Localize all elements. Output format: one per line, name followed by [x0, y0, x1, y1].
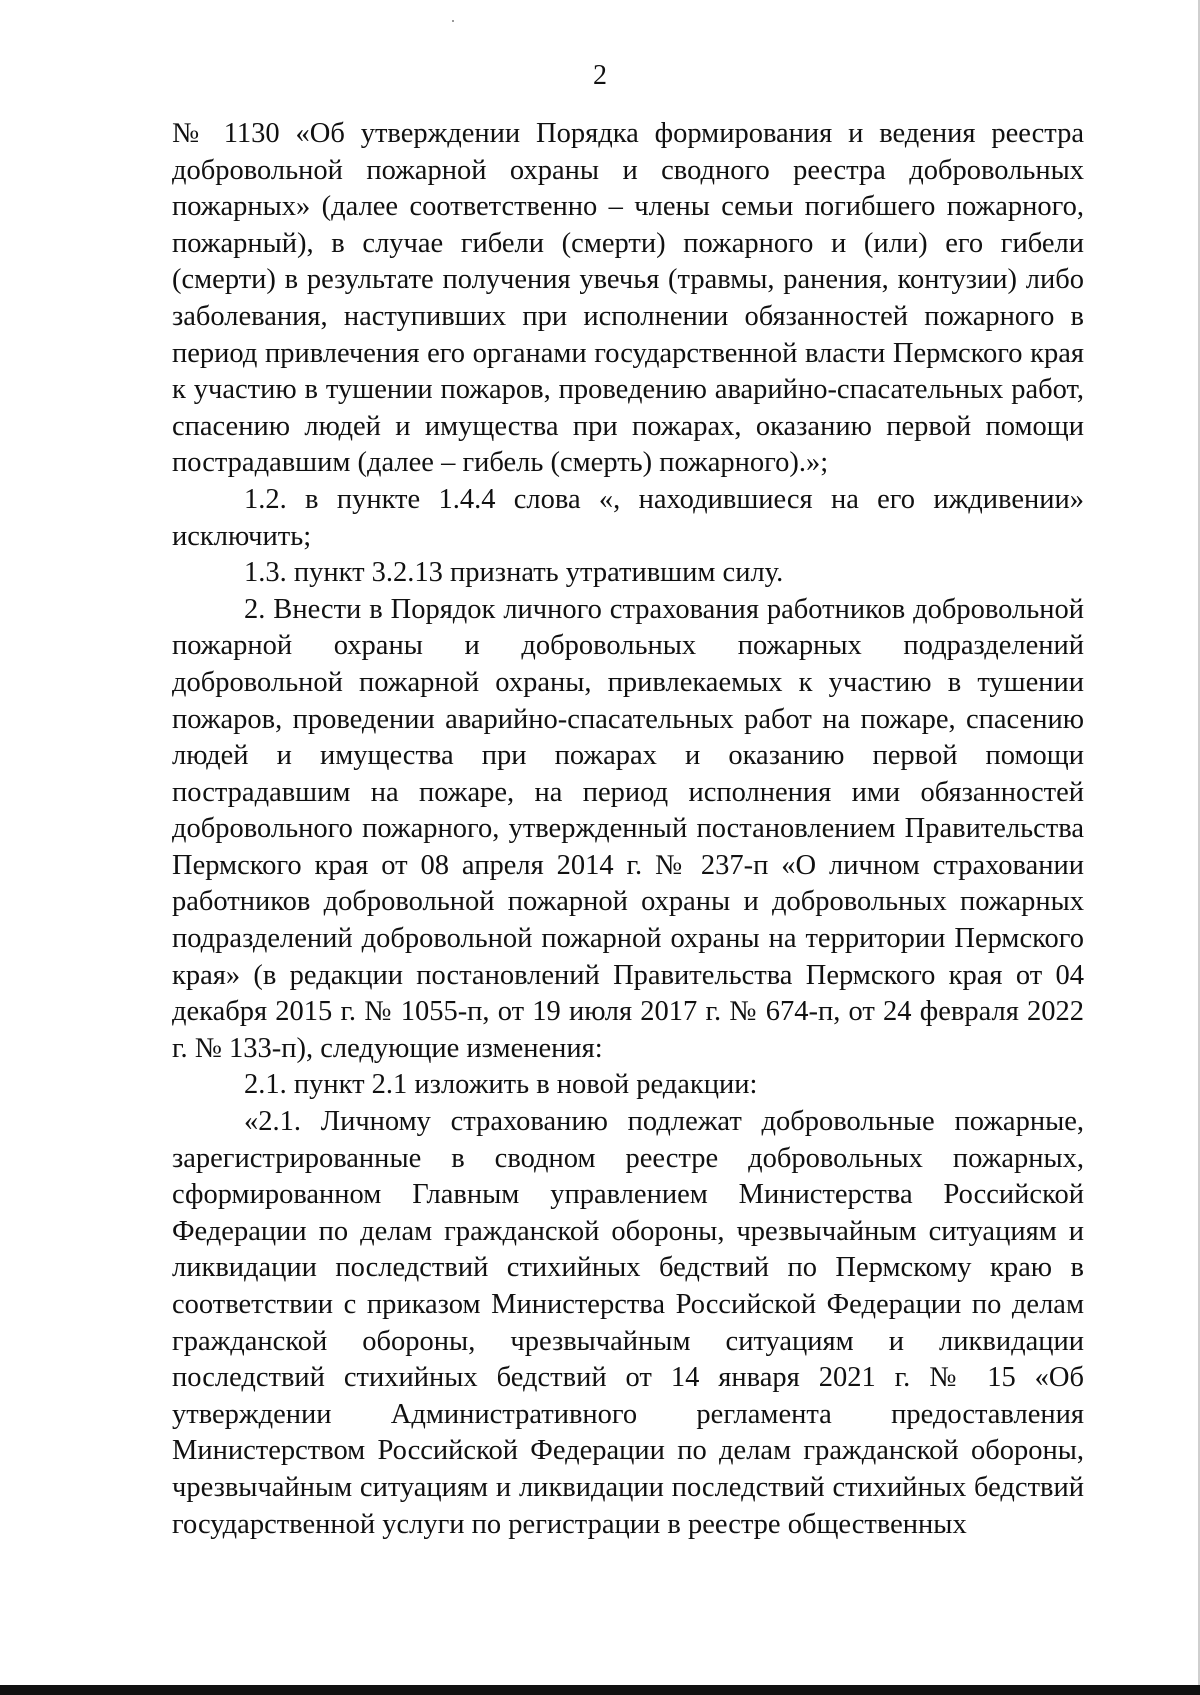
paragraph-quoted-clause-2-1: «2.1. Личному страхованию подлежат добровольные пожарные, зарегистрированные в сводном реестре добровольных пожарных, сформированном Главным управлением Министерства Российской Федерации по делам гражданской обороны, чрезвычайным ситуациям и ликвидации последствий стихийных бедствий по Пермскому краю в соответствии с приказом Министерства Российской Федерации по делам гражданской обороны, чрезвычайным ситуациям и ликвидации последствий стихийных бедствий от 14 января 2021 г. № 15 «Об утверждении Административного регламента предоставления Министерством Российской Федерации по делам гражданской обороны, чрезвычайным ситуациям и ликвидации последствий стихийных бедствий государственной услуги по регистрации в реестре общественных — [172, 1106, 1084, 1540]
paragraph-clause-1-2: 1.2. в пункте 1.4.4 слова «, находившиеся на его иждивении» исключить; — [172, 483, 1084, 552]
scan-edge-bottom — [0, 1685, 1200, 1695]
paragraph-continuation: № 1130 «Об утверждении Порядка формирования и ведения реестра добровольной пожарной охраны и сводного реестра добровольных пожарных» (далее соответственно – члены семьи погибшего пожарного, пожарный), в случае гибели (смерти) пожарного и (или) его гибели (смерти) в результате получения увечья (травмы, ранения, контузии) либо заболевания, наступивших при исполнении обязанностей пожарного в период привлечения его органами государственной власти Пермского края к участию в тушении пожаров, проведению аварийно-спасательных работ, спасению людей и имущества при пожарах, оказанию первой помощи пострадавшим (далее – гибель (смерть) пожарного).»; — [172, 118, 1084, 479]
paragraph-clause-2: 2. Внести в Порядок личного страхования работников добровольной пожарной охраны и добровольных пожарных подразделений добровольной пожарной охраны, привлекаемых к участию в тушении пожаров, проведении аварийно-спасательных работ на пожаре, спасению людей и имущества при пожарах и оказанию первой помощи пострадавшим на пожаре, на период исполнения ими обязанностей добровольного пожарного, утвержденный постановлением Правительства Пермского края от 08 апреля 2014 г. № 237-п «О личном страховании работников добровольной пожарной охраны и добровольных пожарных подразделений добровольной пожарной охраны на территории Пермского края» (в редакции постановлений Правительства Пермского края от 04 декабря 2015 г. № 1055-п, от 19 июля 2017 г. № 674-п, от 24 февраля 2022 г. № 133-п), следующие изменения: — [172, 593, 1084, 1064]
paragraph-clause-1-3: 1.3. пункт 3.2.13 признать утратившим силу. — [244, 557, 784, 589]
page-number: 2 — [593, 60, 607, 91]
paragraph-clause-2-1: 2.1. пункт 2.1 изложить в новой редакции: — [244, 1069, 758, 1101]
scan-artifact-dot — [452, 20, 454, 22]
document-body — [172, 116, 1084, 1543]
